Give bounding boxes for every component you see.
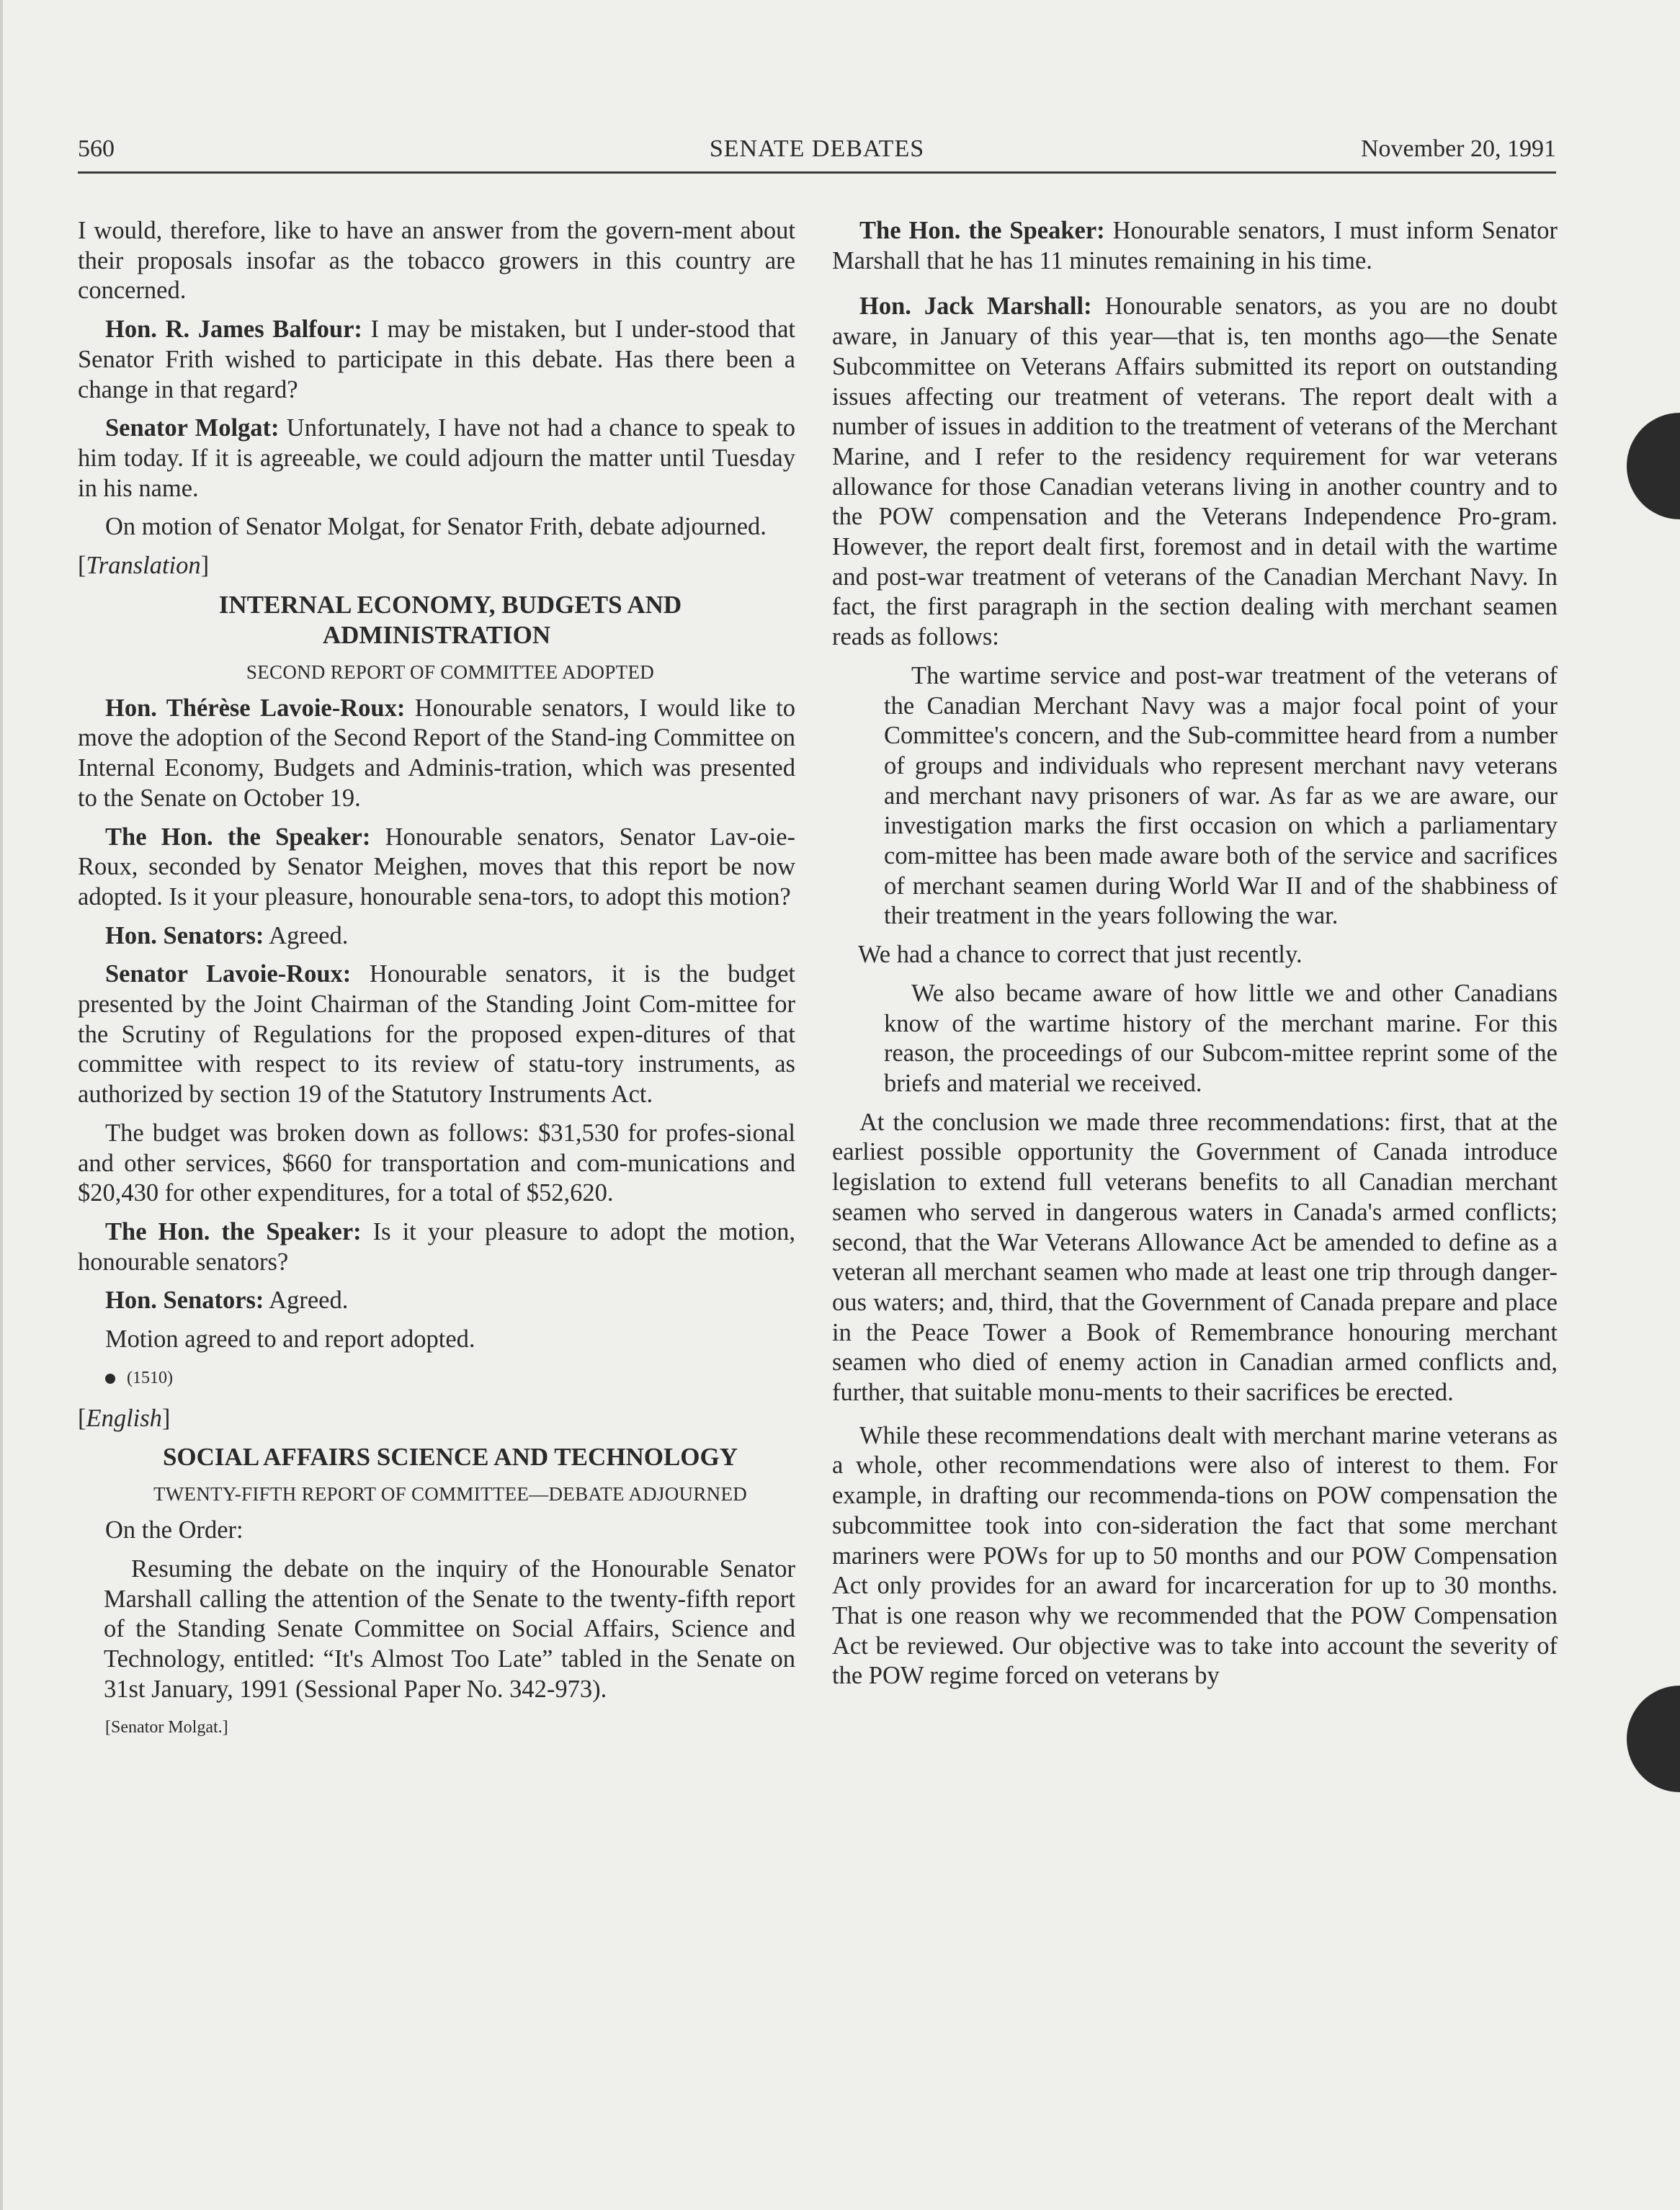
binder-hole bbox=[1627, 1686, 1680, 1792]
page-edge bbox=[0, 0, 3, 2210]
speech-text: Unfortunately, I have not had a chance to speak to him today. If it is agreeable, we could adjourn the matter until Tuesday in his name. bbox=[78, 414, 795, 502]
paragraph: On motion of Senator Molgat, for Senator Frith, debate adjourned. bbox=[105, 513, 767, 541]
section-heading: SOCIAL AFFAIRS SCIENCE AND TECHNOLOGY bbox=[162, 1443, 738, 1472]
speech-text: Honourable senators, it is the budget presented by the Joint Chairman of the Standing Joint Com-mittee for the Scrutiny of Regulations for the proposed expen-ditures of that committee with respect to its review of statu-tory instruments, as authorized by section 19 of the Statutory Instruments Act. bbox=[78, 960, 795, 1109]
speech-text: Agreed. bbox=[264, 1287, 349, 1315]
speaker-name: Senator Molgat: bbox=[105, 414, 280, 442]
publication-date: November 20, 1991 bbox=[1360, 135, 1556, 162]
speaker-name: Hon. R. James Balfour: bbox=[105, 316, 362, 344]
paragraph: The budget was broken down as follows: $31,530 for profes-sional and other services, $660 for transportation and com-munications and $20,430 for other expenditures, for a total of $52,620. bbox=[78, 1119, 795, 1207]
speaker-name: Hon. Jack Marshall: bbox=[859, 292, 1092, 321]
paragraph: Motion agreed to and report adopted. bbox=[105, 1325, 475, 1354]
paragraph bbox=[78, 413, 795, 504]
paragraph bbox=[78, 823, 795, 913]
block-quote: We also became aware of how little we and other Canadians know of the wartime history of the merchant marine. For this reason, the proceedings of our Subcom-mittee reprint some of the briefs and material we received. bbox=[884, 979, 1558, 1097]
time-marker-text: (1510) bbox=[127, 1368, 173, 1387]
paragraph: I would, therefore, like to have an answer from the govern-ment about their proposals insofar as the tobacco growers in this country are concerned. bbox=[78, 217, 795, 305]
speaker-name: Hon. Thérèse Lavoie-Roux: bbox=[105, 694, 406, 722]
order-text: Resuming the debate on the inquiry of the Honourable Senator Marshall calling the attention of the Senate to the twenty-fifth report of the Standing Senate Committee on Social Affairs, Science and Technology, entitled: “It's Almost Too Late” tabled in the Senate on 31st January, 1991 (Sessional Paper No. 342-973). bbox=[104, 1554, 795, 1703]
bullet-icon bbox=[105, 1374, 115, 1384]
language-tag: [Translation] bbox=[78, 552, 210, 580]
speaker-name: Hon. Senators: bbox=[105, 1287, 264, 1315]
speech-text: Is it your pleasure to adopt the motion, honourable senators? bbox=[78, 1217, 796, 1276]
paragraph: At the conclusion we made three recommendations: first, that at the earliest possible opportunity the Government of Canada introduce legislation to extend full veterans benefits to all Canadian merchant seamen who served in dangerous waters in Canada's armed conflicts; second, that the War Veterans Allowance Act be amended to define as a veteran all merchant seamen who made at least one trip through danger-ous waters; and, third, that the Government of Canada prepare and place in the Peace Tower a Book of Remembrance honouring merchant seamen who died of enemy action in Canadian armed conflicts and, further, that suitable monu-ments to their sacrifices be erected. bbox=[832, 1108, 1558, 1407]
paragraph bbox=[832, 292, 1558, 652]
page-header bbox=[78, 135, 1556, 174]
speaker-name: Hon. Senators: bbox=[105, 921, 264, 949]
block-quote: The wartime service and post-war treatment of the veterans of the Canadian Merchant Navy was a major focal point of your Committee's concern, and the Sub-committee heard from a number of groups and individuals who represent merchant navy veterans and merchant navy prisoners of war. As far as we are aware, our investigation marks the first occasion on which a parliamentary com-mittee has been made aware both of the service and sacrifices of merchant seamen during World War II and of the shabbiness of their treatment in the years following the war. bbox=[884, 661, 1558, 930]
paragraph bbox=[78, 921, 795, 952]
paragraph bbox=[78, 1217, 795, 1277]
page-number: 560 bbox=[78, 135, 115, 162]
left-column bbox=[78, 216, 795, 1752]
section-subheading: TWENTY-FIFTH REPORT OF COMMITTEE—DEBATE ADJOURNED bbox=[153, 1483, 748, 1506]
speech-text: I may be mistaken, but I under-stood that Senator Frith wished to participate in this debate. Has there been a change in that regard? bbox=[78, 316, 795, 403]
paragraph: We had a chance to correct that just recently. bbox=[858, 941, 1303, 969]
paragraph bbox=[78, 1286, 795, 1316]
speech-text: Honourable senators, as you are no doubt aware, in January of this year—that is, ten months ago—the Senate Subcommittee on Veterans Affairs submitted its report on outstanding issues affecting our treatment of veterans. The report dealt with a number of issues in addition to the treatment of veterans of the Merchant Marine, and I refer to the residency requirement for war veterans allowance for those Canadian veterans living in another country and to the POW compensation and the Veterans Independence Pro-gram. However, the report dealt first, foremost and in detail with the wartime and post-war treatment of veterans of the Canadian Merchant Navy. In fact, the first paragraph in the section dealing with merchant seamen reads as follows: bbox=[832, 292, 1558, 651]
speech-text: Honourable senators, I must inform Senator Marshall that he has 11 minutes remaining in his time. bbox=[832, 217, 1558, 274]
speaker-name: The Hon. the Speaker: bbox=[105, 823, 371, 851]
language-tag-text: English bbox=[86, 1404, 162, 1432]
section-subheading: SECOND REPORT OF COMMITTEE ADOPTED bbox=[246, 661, 655, 683]
paragraph: While these recommendations dealt with merchant marine veterans as a whole, other recommendations were also of interest to them. For example, in drafting our recommenda-tions on POW compensation the subcommittee took into con-sideration the fact that some merchant mariners were POWs for up to 50 months and our POW Compensation Act only provides for an award for incarceration for up to 30 months. That is one reason why we recommended that the POW Compensation Act be reviewed. Our objective was to take into account the severity of the POW regime forced on veterans by bbox=[832, 1421, 1558, 1690]
language-tag: [English] bbox=[78, 1404, 171, 1432]
right-column bbox=[832, 216, 1558, 1700]
speaker-name: Senator Lavoie-Roux: bbox=[105, 960, 352, 988]
paragraph bbox=[78, 315, 795, 405]
speech-text: Honourable senators, Senator Lav-oie-Roux, seconded by Senator Meighen, moves that this report be now adopted. Is it your pleasure, honourable sena-tors, to adopt this motion? bbox=[78, 823, 795, 911]
publication-title: SENATE DEBATES bbox=[709, 135, 925, 162]
page-footer: [Senator Molgat.] bbox=[105, 1718, 228, 1737]
speaker-name: The Hon. the Speaker: bbox=[859, 217, 1105, 244]
binder-hole bbox=[1627, 413, 1680, 519]
paragraph bbox=[78, 959, 795, 1110]
paragraph bbox=[832, 216, 1558, 276]
speaker-name: The Hon. the Speaker: bbox=[105, 1217, 362, 1245]
heading-line: ADMINISTRATION bbox=[322, 620, 551, 649]
paragraph: On the Order: bbox=[105, 1516, 243, 1544]
section-heading bbox=[78, 590, 795, 650]
time-marker bbox=[78, 1364, 795, 1394]
speech-text: Honourable senators, I would like to move the adoption of the Second Report of the Stand-ing Committee on Internal Economy, Budgets and Adminis-tration, which was presented to the Senate on October 19. bbox=[78, 694, 795, 812]
heading-line: INTERNAL ECONOMY, BUDGETS AND bbox=[218, 590, 682, 619]
language-tag-text: Translation bbox=[86, 552, 201, 580]
paragraph bbox=[78, 694, 795, 814]
speech-text: Agreed. bbox=[264, 921, 349, 949]
